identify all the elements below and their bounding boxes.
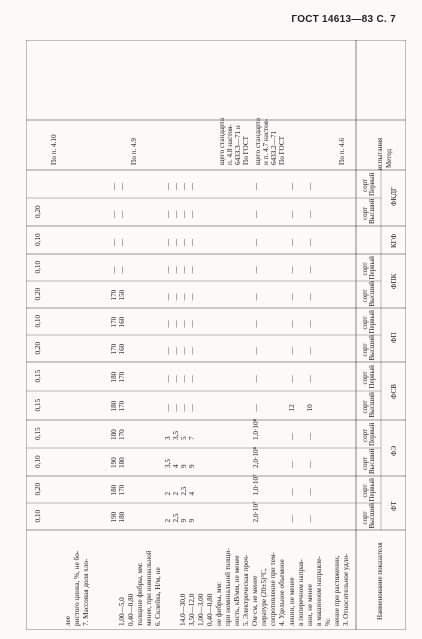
cell-value: 9 bbox=[188, 518, 196, 523]
cell-value: 180 bbox=[118, 457, 126, 468]
cell-value: — bbox=[252, 375, 260, 383]
cell-value: 2,0·10⁷ bbox=[252, 501, 260, 523]
cell-value: 180 bbox=[110, 400, 118, 412]
cell-value: — bbox=[188, 210, 196, 218]
row-label: 1,00—5,0 bbox=[118, 597, 126, 626]
cell-value: 2,5 bbox=[172, 513, 180, 523]
cell-value: — bbox=[288, 238, 296, 246]
subheader: сорт bbox=[361, 316, 369, 330]
cell-value: — bbox=[188, 266, 196, 274]
cell-value: — bbox=[306, 432, 314, 440]
cell-value: — bbox=[306, 488, 314, 496]
cell-value: — bbox=[164, 404, 172, 412]
cell-value: 4 bbox=[188, 491, 196, 496]
cell-value: — bbox=[288, 347, 296, 355]
subheader: Высший bbox=[368, 448, 376, 474]
cell-value: — bbox=[164, 320, 172, 328]
cell-value: — bbox=[252, 293, 260, 301]
cell-value: — bbox=[180, 266, 188, 274]
cell-value: 190 bbox=[110, 457, 118, 468]
row-label: 4. Удельное объемное bbox=[278, 559, 286, 626]
cell-value: — bbox=[172, 347, 180, 355]
cell-value: — bbox=[306, 347, 314, 355]
cell-value: 2,5 bbox=[180, 486, 188, 496]
subheader: Первый bbox=[368, 256, 376, 280]
method-value: По п. 4.6 bbox=[338, 137, 346, 165]
cell-value: — bbox=[164, 210, 172, 218]
group-code: ФСВ bbox=[390, 384, 398, 399]
cell-value: — bbox=[252, 182, 260, 190]
cell-value: — bbox=[172, 404, 180, 412]
cell-value: 1,0·10⁷ bbox=[252, 474, 260, 496]
cell-value: — bbox=[188, 320, 196, 328]
row-label: 6. Склейка, Н/м, не bbox=[154, 567, 162, 626]
row-label: толщине фибры, мм: bbox=[136, 562, 144, 626]
cell-value: — bbox=[306, 320, 314, 328]
cell-value: — bbox=[180, 293, 188, 301]
cell-value: — bbox=[252, 238, 260, 246]
subheader: сорт bbox=[361, 456, 369, 470]
cell-value: 7 bbox=[188, 436, 196, 440]
subheader: сорт bbox=[361, 289, 369, 303]
cell-value: — bbox=[288, 266, 296, 274]
row-label: 5. Электрическая проч- bbox=[242, 554, 250, 626]
cell-value: — bbox=[288, 432, 296, 440]
subheader: Первый bbox=[368, 422, 376, 446]
spec-table bbox=[26, 40, 406, 630]
cell-value: — bbox=[252, 210, 260, 218]
cell-value: 0,15 bbox=[34, 398, 42, 412]
cell-value: — bbox=[188, 238, 196, 246]
cell-value: — bbox=[288, 488, 296, 496]
subheader: сорт bbox=[361, 400, 369, 414]
cell-value: — bbox=[172, 375, 180, 383]
cell-value: 3 bbox=[164, 436, 172, 440]
cell-value: — bbox=[172, 210, 180, 218]
cell-value: — bbox=[180, 182, 188, 190]
cell-value: 0,10 bbox=[34, 233, 42, 246]
row-label: 7. Массовая доля хло- bbox=[82, 558, 90, 626]
row-label: ность, кВ/мм, не менее bbox=[233, 555, 241, 626]
subheader: Первый bbox=[368, 172, 376, 196]
cell-value: 3,5 bbox=[164, 459, 172, 468]
subheader: сорт bbox=[361, 511, 369, 525]
cell-value: — bbox=[172, 293, 180, 301]
cell-value: — bbox=[306, 238, 314, 246]
row-label: не фибры, мм: bbox=[215, 581, 223, 626]
cell-value: 0,20 bbox=[34, 482, 42, 496]
cell-value: — bbox=[252, 404, 260, 412]
subheader: Высший bbox=[368, 281, 376, 307]
cell-value: 170 bbox=[118, 400, 126, 412]
cell-value: 170 bbox=[110, 289, 118, 301]
cell-value: 9 bbox=[180, 518, 188, 523]
cell-value: — bbox=[180, 320, 188, 328]
cell-value: — bbox=[306, 515, 314, 523]
method-value: По п. 4.10 bbox=[50, 134, 58, 165]
subheader: Высший bbox=[368, 335, 376, 361]
subheader: Первый bbox=[368, 310, 376, 334]
cell-value: 170 bbox=[118, 484, 126, 496]
cell-value: — bbox=[306, 266, 314, 274]
cell-value: — bbox=[110, 266, 118, 274]
cell-value: 9 bbox=[188, 464, 196, 468]
cell-value: 160 bbox=[118, 316, 126, 328]
row-label: 3,50—12,0 bbox=[188, 593, 196, 626]
cell-value: — bbox=[172, 182, 180, 190]
cell-value: 12 bbox=[288, 404, 296, 412]
name-header: Наименование показателя bbox=[376, 542, 384, 620]
cell-value: — bbox=[306, 182, 314, 190]
cell-value: — bbox=[188, 182, 196, 190]
group-code: ФЭ bbox=[390, 445, 398, 456]
cell-value: 0,20 bbox=[34, 341, 42, 355]
cell-value: — bbox=[180, 210, 188, 218]
row-label: лее bbox=[64, 616, 72, 626]
cell-value: 0,15 bbox=[34, 427, 42, 440]
cell-value: 180 bbox=[110, 484, 118, 496]
cell-value: — bbox=[252, 266, 260, 274]
cell-value: — bbox=[288, 182, 296, 190]
cell-value: 9 bbox=[180, 464, 188, 468]
subheader: Высший bbox=[368, 503, 376, 529]
cell-value: — bbox=[252, 320, 260, 328]
cell-value: — bbox=[306, 375, 314, 383]
row-label: при номинальной толщи- bbox=[224, 548, 232, 626]
group-code: ФКДГ bbox=[390, 186, 398, 206]
group-code: ФТ bbox=[390, 501, 398, 511]
cell-value: 180 bbox=[118, 511, 126, 523]
cell-value: 170 bbox=[118, 371, 126, 383]
row-label: сопротивление при тем- bbox=[269, 552, 277, 626]
cell-value: — bbox=[164, 266, 172, 274]
cell-value: — bbox=[118, 266, 126, 274]
cell-value: 10 bbox=[306, 404, 314, 412]
row-label: %: bbox=[324, 618, 332, 626]
cell-value: 1,0·10⁸ bbox=[252, 418, 260, 440]
cell-value: — bbox=[306, 460, 314, 468]
row-label: 1,00—3,00 bbox=[197, 593, 205, 626]
cell-value: 190 bbox=[110, 511, 118, 523]
cell-value: — bbox=[180, 404, 188, 412]
cell-value: — bbox=[110, 182, 118, 190]
cell-value: — bbox=[188, 404, 196, 412]
row-label: в машинном направле- bbox=[315, 556, 323, 626]
cell-value: 160 bbox=[118, 343, 126, 355]
method-value: По п. 4.9 bbox=[130, 137, 138, 165]
cell-value: — bbox=[288, 375, 296, 383]
subheader: Первый bbox=[368, 478, 376, 502]
method-value: п. 4.8 настоя- bbox=[226, 124, 234, 165]
method-header: Метод bbox=[385, 148, 393, 168]
subheader: сорт bbox=[361, 484, 369, 498]
subheader: сорт bbox=[361, 371, 369, 385]
method-value: щего стандарта bbox=[218, 117, 226, 165]
cell-value: — bbox=[288, 293, 296, 301]
row-label: 0,40—0,80 bbox=[127, 593, 135, 626]
cell-value: 170 bbox=[110, 316, 118, 328]
cell-value: — bbox=[188, 347, 196, 355]
cell-value: — bbox=[288, 320, 296, 328]
row-label: лении, не менее bbox=[288, 577, 296, 626]
subheader: сорт bbox=[361, 178, 369, 192]
cell-value: 0,10 bbox=[34, 455, 42, 468]
cell-value: 170 bbox=[110, 343, 118, 355]
cell-value: — bbox=[288, 210, 296, 218]
subheader: сорт bbox=[361, 343, 369, 357]
cell-value: 0,10 bbox=[34, 314, 42, 328]
cell-value: — bbox=[164, 182, 172, 190]
subheader: сорт bbox=[361, 206, 369, 220]
row-label: нии, не менее bbox=[306, 584, 314, 626]
method-value: 6433.2—71 bbox=[270, 130, 278, 165]
cell-value: — bbox=[164, 347, 172, 355]
row-label: 3. Относительное удли- bbox=[342, 553, 350, 626]
cell-value: — bbox=[180, 347, 188, 355]
cell-value: 0,15 bbox=[34, 369, 42, 383]
cell-value: — bbox=[164, 293, 172, 301]
cell-value: 2 bbox=[164, 518, 172, 523]
cell-value: — bbox=[252, 347, 260, 355]
row-label: менее, при номинальной bbox=[145, 550, 153, 626]
row-label: ристого цинка, %, не бо- bbox=[73, 550, 81, 626]
cell-value: — bbox=[188, 293, 196, 301]
cell-value: — bbox=[180, 375, 188, 383]
group-code: КГФ bbox=[390, 233, 398, 248]
row-label: в поперечном направ- bbox=[297, 559, 305, 626]
cell-value: — bbox=[118, 182, 126, 190]
cell-value: 170 bbox=[118, 429, 126, 440]
cell-value: — bbox=[118, 210, 126, 218]
cell-value: 3,5 bbox=[172, 431, 180, 440]
cell-value: — bbox=[164, 375, 172, 383]
cell-value: 150 bbox=[118, 289, 126, 301]
cell-value: 0,10 bbox=[34, 260, 42, 274]
cell-value: — bbox=[188, 375, 196, 383]
method-value: щего стандарта bbox=[254, 117, 262, 165]
cell-value: — bbox=[118, 238, 126, 246]
cell-value: 180 bbox=[110, 429, 118, 440]
cell-value: 0,20 bbox=[34, 287, 42, 301]
cell-value: 4 bbox=[172, 464, 180, 468]
subheader: сорт bbox=[361, 428, 369, 442]
method-value: 6433.3—71 и bbox=[234, 125, 242, 165]
cell-value: — bbox=[164, 238, 172, 246]
cell-value: 2 bbox=[172, 491, 180, 496]
subheader: Высший bbox=[368, 392, 376, 418]
subheader: Высший bbox=[368, 198, 376, 224]
method-value: и п. 4.7 настоя- bbox=[262, 118, 270, 165]
method-header: испытания bbox=[376, 137, 384, 170]
row-label: 14,0—30,0 bbox=[179, 593, 187, 626]
cell-value: — bbox=[172, 320, 180, 328]
cell-value: 180 bbox=[110, 371, 118, 383]
cell-value: — bbox=[110, 238, 118, 246]
cell-value: 2 bbox=[164, 491, 172, 496]
subheader: Первый bbox=[368, 365, 376, 389]
group-code: ФПК bbox=[390, 273, 398, 289]
page-header: ГОСТ 14613—83 С. 7 bbox=[291, 14, 396, 25]
cell-value: — bbox=[288, 460, 296, 468]
cell-value: 5 bbox=[180, 436, 188, 440]
cell-value: — bbox=[180, 238, 188, 246]
cell-value: — bbox=[172, 238, 180, 246]
cell-value: 0,10 bbox=[34, 509, 42, 523]
cell-value: — bbox=[172, 266, 180, 274]
row-label: пературе (20±5)°С, bbox=[260, 568, 268, 626]
method-value: По ГОСТ bbox=[242, 135, 250, 165]
row-label: Ом·см, не менее bbox=[251, 575, 259, 626]
method-value: По ГОСТ bbox=[278, 135, 286, 165]
group-code: ФП bbox=[390, 332, 398, 343]
cell-value: — bbox=[306, 210, 314, 218]
cell-value: — bbox=[306, 293, 314, 301]
row-label: 0,40—0,80 bbox=[206, 593, 214, 626]
subheader: сорт bbox=[361, 262, 369, 276]
cell-value: 2,0·10⁸ bbox=[252, 446, 260, 468]
cell-value: — bbox=[110, 210, 118, 218]
cell-value: — bbox=[288, 515, 296, 523]
row-label: нение при растяжении, bbox=[333, 555, 341, 626]
cell-value: 0,20 bbox=[34, 205, 42, 218]
